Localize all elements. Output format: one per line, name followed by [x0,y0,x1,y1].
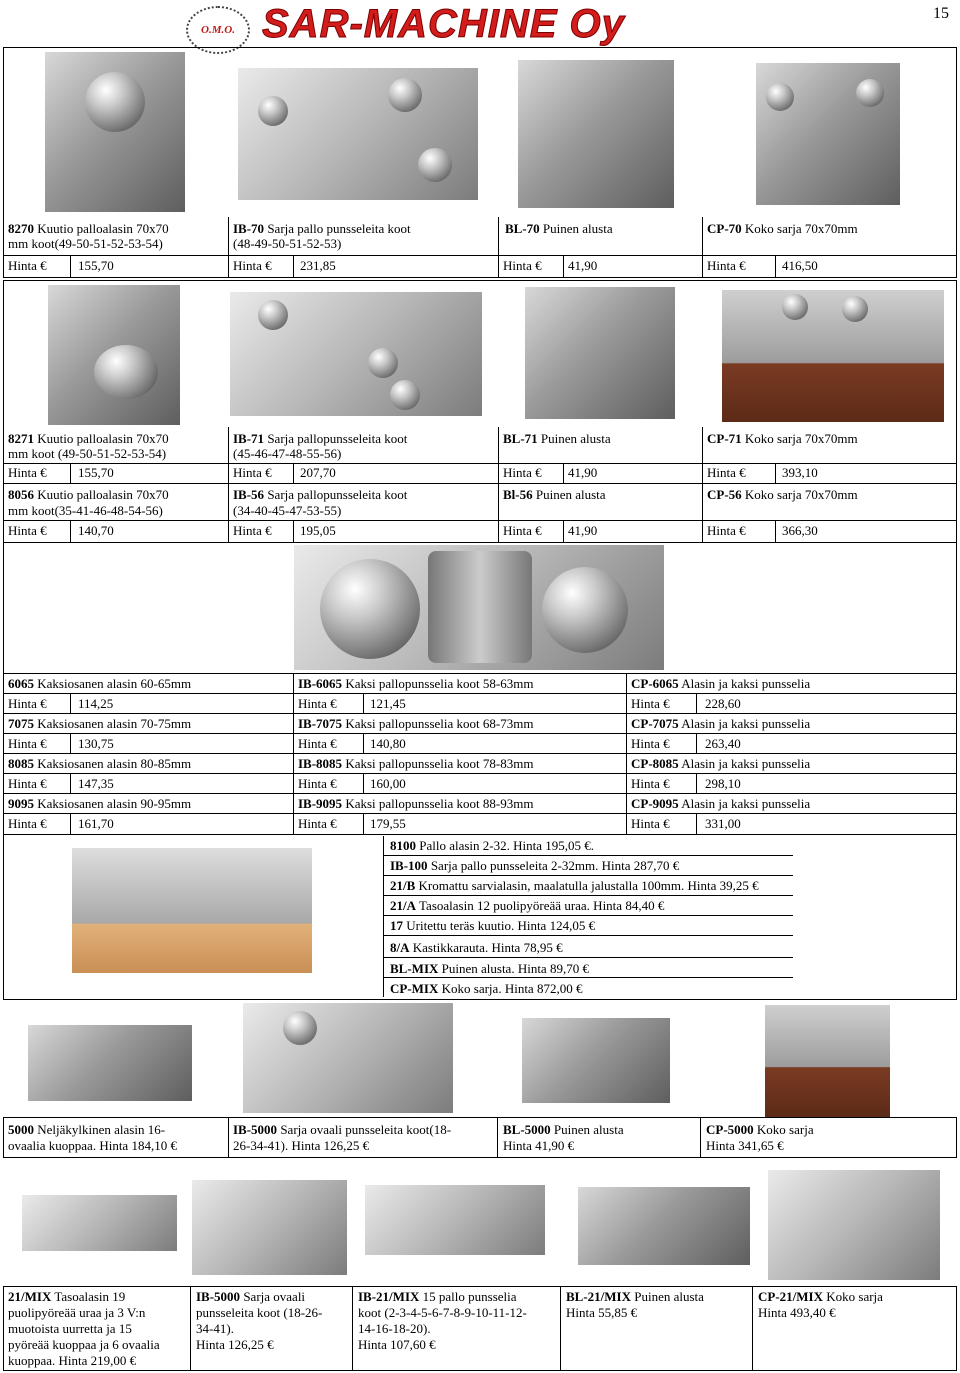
product-image-ib-5000-b [192,1180,347,1275]
price-label: Hinta € [8,816,47,831]
price-label: Hinta € [631,736,670,751]
tp-c-1: CP-7075 Alasin ja kaksi punsselia [631,716,811,731]
price-bl-56: 41,90 [568,523,598,538]
price-bl-71: 41,90 [568,465,598,480]
price-label: Hinta € [233,258,272,273]
price-7075: 130,75 [78,736,114,751]
price-8056: 140,70 [78,523,114,538]
price-cp-9095: 331,00 [705,816,741,831]
list-item: 8/A Kastikkarauta. Hinta 78,95 € [390,940,563,955]
price-8085: 147,35 [78,776,114,791]
row6-0-l1: puolipyöreää uraa ja 3 V:n [8,1305,146,1320]
row6-3-l1: Hinta 55,85 € [566,1305,638,1320]
row6-4-l0: CP-21/MIX Koko sarja [758,1289,883,1304]
product-image-ib-5000 [243,1003,453,1113]
price-cp-6065: 228,60 [705,696,741,711]
row1-desc1-0: 8270 Kuutio palloalasin 70x70 [8,221,169,236]
row6-0-l4: kuoppaa. Hinta 219,00 € [8,1353,137,1368]
price-cp-71: 393,10 [782,465,818,480]
list-item: 21/B Kromattu sarvialasin, maalatulla jalustalla 100mm. Hinta 39,25 € [390,878,759,893]
tp-a-2: 8085 Kaksiosanen alasin 80-85mm [8,756,192,771]
row5-l2-1: 26-34-41). Hinta 126,25 € [233,1138,370,1153]
row1-desc1-2: BL-70 Puinen alusta [505,221,613,236]
row6-1-l3: Hinta 126,25 € [196,1337,274,1352]
row6-0-l3: pyöreää kuoppaa ja 6 ovaalia [8,1337,160,1352]
row5-l2-2: Hinta 41,90 € [503,1138,575,1153]
omo-logo-text: O.M.O. [201,24,235,36]
price-label: Hinta € [707,465,746,480]
price-ib-56: 195,05 [300,523,336,538]
row6-1-l1: punsseleita koot (18-26- [196,1305,323,1320]
row3-desc1-0: 8056 Kuutio palloalasin 70x70 [8,487,169,502]
product-image-cp-70 [756,63,900,205]
product-image-5000 [28,1025,192,1101]
product-image-bl-5000 [522,1018,670,1103]
product-image-ib-71 [230,292,482,416]
row1-desc1-3: CP-70 Koko sarja 70x70mm [707,221,858,236]
product-image-cp-21-mix [768,1170,940,1280]
price-ib-8085: 160,00 [370,776,406,791]
price-cp-70: 416,50 [782,258,818,273]
price-8271: 155,70 [78,465,114,480]
row5-l1-0: 5000 Neljäkylkinen alasin 16- [8,1122,166,1137]
price-ib-71: 207,70 [300,465,336,480]
price-9095: 161,70 [78,816,114,831]
list-item: 17 Uritettu teräs kuutio. Hinta 124,05 € [390,918,596,933]
price-label: Hinta € [8,523,47,538]
price-label: Hinta € [8,258,47,273]
list-item: 21/A Tasoalasin 12 puolipyöreää uraa. Hinta 84,40 € [390,898,665,913]
price-ib-70: 231,85 [300,258,336,273]
tp-a-0: 6065 Kaksiosanen alasin 60-65mm [8,676,192,691]
price-label: Hinta € [8,776,47,791]
row6-3-l0: BL-21/MIX Puinen alusta [566,1289,704,1304]
row2-desc1-3: CP-71 Koko sarja 70x70mm [707,431,858,446]
row6-2-l2: 14-16-18-20). [358,1321,431,1336]
tp-b-1: IB-7075 Kaksi pallopunsselia koot 68-73mm [298,716,534,731]
page-number: 15 [933,5,949,22]
product-image-8271 [48,285,180,425]
row1-desc2-1: (48-49-50-51-52-53) [233,236,342,251]
tp-c-3: CP-9095 Alasin ja kaksi punsselia [631,796,811,811]
price-label: Hinta € [503,258,542,273]
row6-1-l2: 34-41). [196,1321,234,1336]
price-label: Hinta € [707,523,746,538]
company-logo: SAR-MACHINE Oy [262,2,625,46]
row3-desc1-1: IB-56 Sarja pallopunsseleita koot [233,487,408,502]
price-label: Hinta € [298,816,337,831]
price-label: Hinta € [707,258,746,273]
row3-desc2-1: (34-40-45-47-53-55) [233,503,342,518]
row2-desc1-1: IB-71 Sarja pallopunsseleita koot [233,431,408,446]
row5-l2-0: ovaalia kuoppaa. Hinta 184,10 € [8,1138,177,1153]
row5-l2-3: Hinta 341,65 € [706,1138,784,1153]
price-label: Hinta € [233,523,272,538]
price-label: Hinta € [503,465,542,480]
price-label: Hinta € [631,696,670,711]
row3-desc1-3: CP-56 Koko sarja 70x70mm [707,487,858,502]
row2-desc2-1: (45-46-47-48-55-56) [233,446,342,461]
list-item: CP-MIX Koko sarja. Hinta 872,00 € [390,981,583,996]
price-label: Hinta € [8,736,47,751]
row1-desc1-1: IB-70 Sarja pallo punsseleita koot [233,221,411,236]
row3-desc2-0: mm koot(35-41-46-48-54-56) [8,503,163,518]
row3-desc1-2: Bl-56 Puinen alusta [503,487,606,502]
row1-desc2-0: mm koot(49-50-51-52-53-54) [8,236,163,251]
product-image-ib-21-mix [365,1185,545,1255]
row5-l1-1: IB-5000 Sarja ovaali punsseleita koot(18- [233,1122,452,1137]
price-label: Hinta € [298,696,337,711]
tp-c-0: CP-6065 Alasin ja kaksi punsselia [631,676,811,691]
price-label: Hinta € [8,696,47,711]
product-image-cp-71 [722,290,944,422]
product-image-cp-mix [72,848,312,973]
product-image-bl-71 [525,287,675,419]
product-image-21-mix [22,1195,177,1251]
tp-a-3: 9095 Kaksiosanen alasin 90-95mm [8,796,192,811]
product-image-bl-21-mix [578,1187,750,1265]
price-label: Hinta € [631,816,670,831]
row6-2-l0: IB-21/MIX 15 pallo punsselia [358,1289,517,1304]
price-label: Hinta € [298,736,337,751]
price-cp-56: 366,30 [782,523,818,538]
list-item: 8100 Pallo alasin 2-32. Hinta 195,05 €. [390,838,595,853]
price-ib-9095: 179,55 [370,816,406,831]
price-cp-8085: 298,10 [705,776,741,791]
price-label: Hinta € [631,776,670,791]
tp-b-3: IB-9095 Kaksi pallopunsselia koot 88-93mm [298,796,534,811]
row2-desc1-0: 8271 Kuutio palloalasin 70x70 [8,431,169,446]
row6-1-l0: IB-5000 Sarja ovaali [196,1289,306,1304]
row5-l1-3: CP-5000 Koko sarja [706,1122,814,1137]
row6-4-l1: Hinta 493,40 € [758,1305,836,1320]
price-cp-7075: 263,40 [705,736,741,751]
product-image-bl-70 [518,60,674,208]
row5-l1-2: BL-5000 Puinen alusta [503,1122,624,1137]
price-ib-6065: 121,45 [370,696,406,711]
price-label: Hinta € [503,523,542,538]
price-label: Hinta € [298,776,337,791]
list-item: BL-MIX Puinen alusta. Hinta 89,70 € [390,961,589,976]
price-bl-70: 41,90 [568,258,598,273]
tp-b-0: IB-6065 Kaksi pallopunsselia koot 58-63mm [298,676,534,691]
row6-0-l2: muotoista uurretta ja 15 [8,1321,132,1336]
tp-c-2: CP-8085 Alasin ja kaksi punsselia [631,756,811,771]
product-image-ib-70 [238,68,478,200]
product-image-8270 [45,52,185,212]
product-image-two-piece-anvil [294,545,664,670]
row2-desc2-0: mm koot (49-50-51-52-53-54) [8,446,167,461]
price-6065: 114,25 [78,696,114,711]
row6-2-l1: koot (2-3-4-5-6-7-8-9-10-11-12- [358,1305,527,1320]
price-ib-7075: 140,80 [370,736,406,751]
row6-2-l3: Hinta 107,60 € [358,1337,436,1352]
tp-a-1: 7075 Kaksiosanen alasin 70-75mm [8,716,192,731]
row6-0-l0: 21/MIX Tasoalasin 19 [8,1289,126,1304]
row2-desc1-2: BL-71 Puinen alusta [503,431,611,446]
list-item: IB-100 Sarja pallo punsseleita 2-32mm. Hinta 287,70 € [390,858,680,873]
price-label: Hinta € [8,465,47,480]
price-label: Hinta € [233,465,272,480]
product-image-cp-5000 [765,1005,890,1117]
price-8270: 155,70 [78,258,114,273]
tp-b-2: IB-8085 Kaksi pallopunsselia koot 78-83mm [298,756,534,771]
